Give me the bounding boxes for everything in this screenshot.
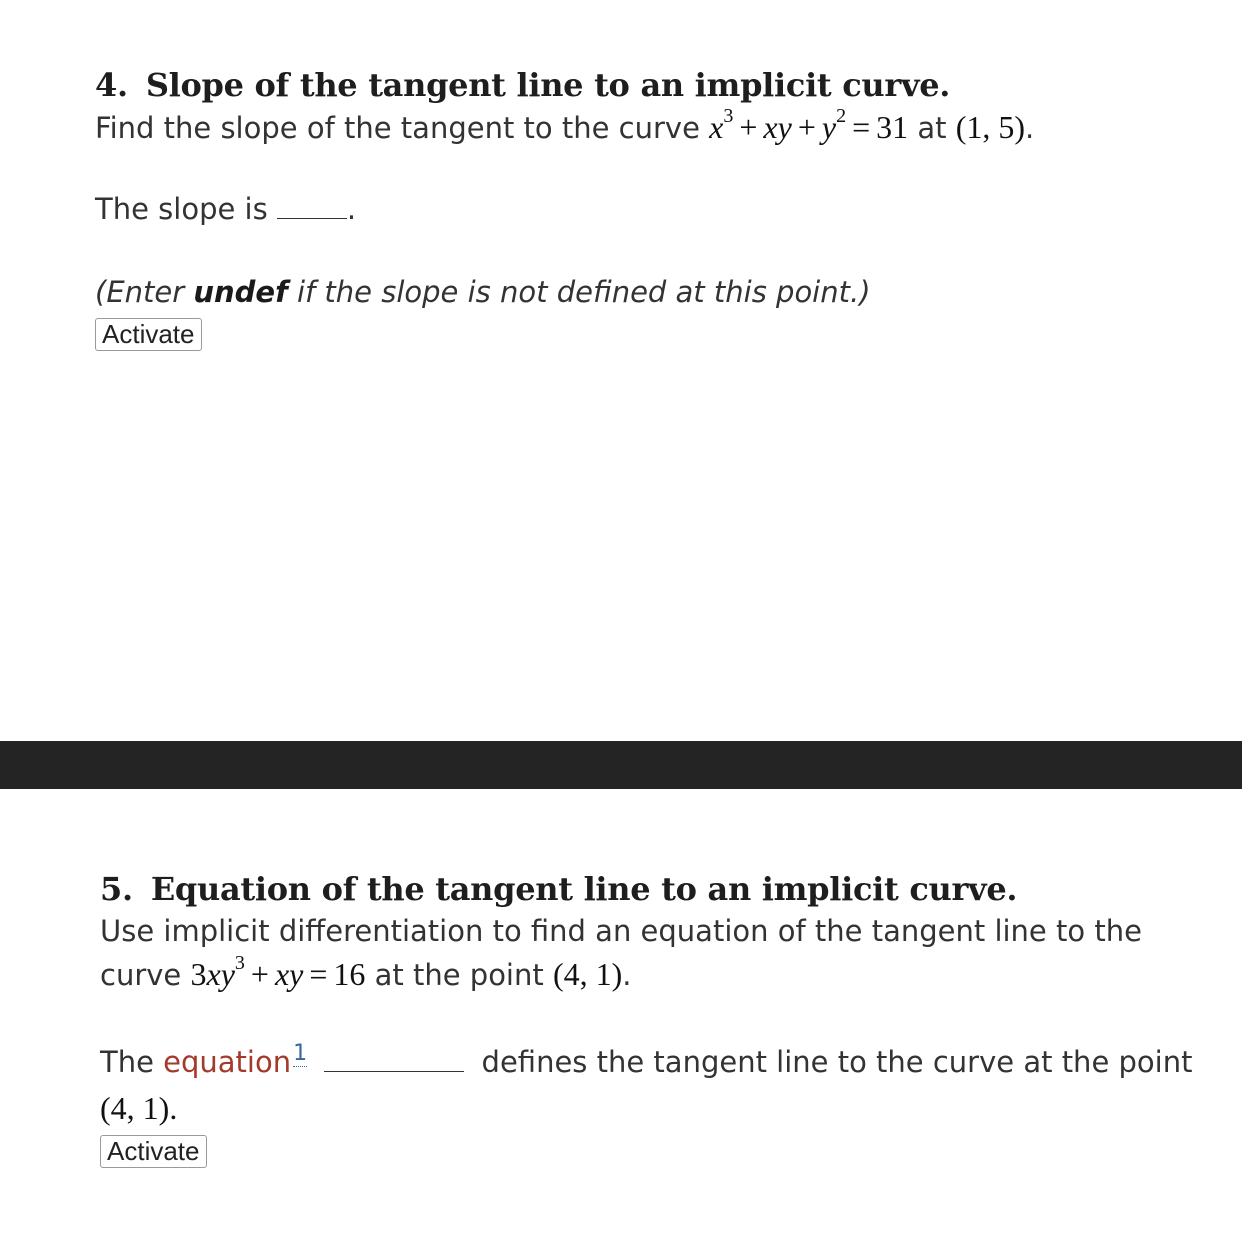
problem-4-point: (1, 5) [955,109,1026,145]
eq-xy: xy [274,956,304,992]
activate-button-4[interactable]: Activate [95,318,202,351]
eq-plus: + [250,956,269,992]
answer-the: The [100,1045,154,1079]
problem-5-period: . [622,958,632,992]
problem-5-title-text: Equation of the tangent line to an implicit curve. [150,870,1018,908]
eq-x: x [709,109,724,145]
problem-5-title [100,868,1210,910]
problem-4-period: . [1025,111,1035,145]
problem-5-prompt-line1: Use implicit differentiation to find an equation of the tangent line to the [100,914,1142,948]
problem-4-title-text: Slope of the tangent line to an implicit curve. [145,66,951,104]
problem-4 [95,64,1205,351]
eq-x-exponent: 3 [723,105,734,128]
eq-coef: 3 [190,956,207,992]
equation-answer-blank[interactable] [324,1049,464,1072]
problem-5-answer-line [100,1041,1210,1087]
eq-xy: xy [206,956,235,992]
note-rest: if the slope is not defined at this point.) [296,275,871,309]
eq-plus: + [797,109,816,145]
problem-4-title [95,64,1205,106]
eq-y-exponent: 2 [836,105,847,128]
eq-equals: = [309,956,328,992]
equation-link[interactable]: equation [163,1045,292,1079]
problem-4-prompt-text: Find the slope of the tangent to the curve [95,111,700,145]
eq-exponent: 3 [234,952,245,975]
problem-4-answer-prefix: The slope is [95,192,268,226]
prompt-at-point: at the point [374,958,544,992]
problem-4-prompt [95,106,1205,150]
prompt-curve-word: curve [100,958,182,992]
note-open: (Enter [95,275,185,309]
problem-4-at: at [917,111,947,145]
problem-4-answer-line [95,188,1205,231]
problem-5-equation [190,952,366,992]
eq-rhs: 31 [876,109,909,145]
problem-5-point: (4, 1) [552,956,623,992]
footnote-link[interactable]: 1 [293,1041,308,1066]
slope-answer-blank[interactable] [277,196,347,219]
eq-equals: = [852,109,871,145]
problem-5-prompt-line2 [100,953,1210,997]
problem-5 [100,868,1210,1168]
note-keyword-undef: undef [193,275,288,309]
answer-suffix: defines the tangent line to the curve at the point [481,1045,1193,1079]
problem-5-answer-point-line [100,1087,1210,1131]
eq-y: y [821,109,837,145]
eq-xy: xy [763,109,792,145]
problem-4-answer-suffix: . [346,192,357,226]
problem-4-note [95,271,1205,314]
activate-button-5[interactable]: Activate [100,1135,207,1168]
eq-rhs: 16 [333,956,366,992]
answer-point: (4, 1). [100,1090,178,1126]
problem-4-equation [709,105,909,145]
section-divider [0,741,1242,789]
problem-4-number: 4. [95,66,128,104]
problem-5-number: 5. [100,870,133,908]
eq-plus: + [739,109,758,145]
